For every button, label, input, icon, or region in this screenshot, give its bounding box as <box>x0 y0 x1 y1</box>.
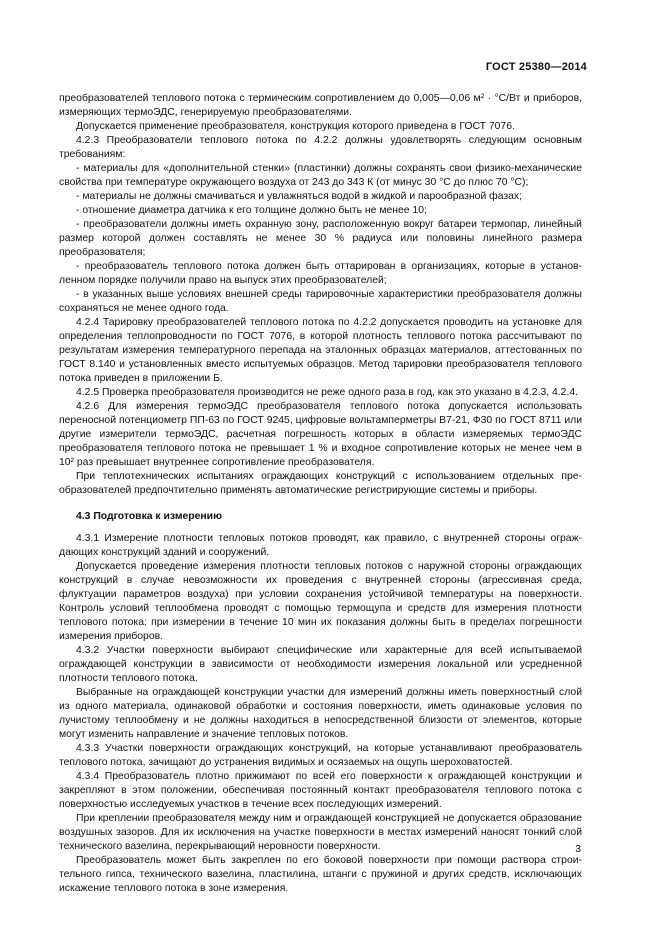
list-item: - материалы для «дополнительной стенки» (пластинки) должны сохранять свои физико-механические свойства при температуре окружающего воздуха от 243 до 343 К (от минус 30 °С до плюс 70 °С); <box>59 163 582 188</box>
paragraph: Преобразователь может быть закреплен по его боковой поверхности при помощи раствора строительного гипса, технического вазелина, пластилина, штанги с пружиной и других средств, исключающих искажение теплового потока в зоне измерения. <box>59 855 582 894</box>
paragraph: Выбранные на ограждающей конструкции участки для измерений должны иметь поверхностный слой из одного материала, одинаковой обработки и состояния поверхности, иметь одинаковые условия по лучистому теплообмену и не должны находиться в непосредственной близости от элементов, которые могут изменить направление и значение тепловых потоков. <box>59 687 582 740</box>
document-header <box>486 60 587 74</box>
paragraph: 4.2.5 Проверка преобразователя производится не реже одного раза в год, как это указано в 4.2.3, 4.2.4. <box>76 387 579 398</box>
paragraph: 4.3.4 Преобразователь плотно прижимают по всей его поверхности к ограждающей конструкции и закрепляют в этом положении, обеспечивая постоянный контакт преобразователя теплового потока с поверхностью исследуемых участков в течение всех последующих измерений. <box>59 771 582 810</box>
paragraph: 4.2.4 Тарировку преобразователей теплового потока по 4.2.2 допускается проводить на установке для определения теплопроводности по ГОСТ 7076, в которой плотность теплового потока рассчитывают по результатам измерения температурного перепада на эталонных образцах материалов, аттестованных по ГОСТ 8.140 и установленных вместо испытуемых образцов. Метод тарировки преобразователя теплового потока приведен в приложении Б. <box>59 317 582 384</box>
list-item: - материалы не должны смачиваться и увлажняться водой в жидкой и парообразной фазах; <box>76 191 522 202</box>
paragraph: 4.2.6 Для измерения термоЭДС преобразователя теплового потока допускается использовать переносной потенциометр ПП-63 по ГОСТ 9245, цифровые вольтамперметры В7-21, Ф30 по ГОСТ 8711 или другие измерители термоЭДС, расчетная погрешность которых в области измеряемых термоЭДС преобразователя теплового потока не превышает 1 % и входное сопротивление которых не менее чем в 10² раз превышает внутреннее сопротивление преобразователя. <box>59 401 582 468</box>
document-body <box>59 92 582 896</box>
paragraph: Допускается проведение измерения плотности тепловых потоков с наружной стороны ограждающих конструкций в случае невозможности их проведения с внутренней стороны (агрессивная среда, флуктуации параметров воздуха) при условии сохранения устойчивой температуры на поверхности. Контроль условий теплообмена проводят с помощью термощупа и средств для измерения плотности теплового потока: при измерении в течение 10 мин их показания должны быть в пределах погрешности измерения приборов. <box>59 561 582 642</box>
paragraph: При креплении преобразователя между ним и ограждающей конструкцией не допускается образование воздушных зазоров. Для их исключения на участке поверхности в местах измерений наносят тонкий слой технического вазелина, перекрывающий неровности поверхности. <box>59 813 582 852</box>
paragraph: преобразователей теплового потока с термическим сопротивлением до 0,005—0,06 м² · °С/Вт и приборов, измеряющих термоЭДС, генерируемую преобразователями. <box>59 93 582 118</box>
list-item: - отношение диаметра датчика к его толщине должно быть не менее 10; <box>76 205 427 216</box>
list-item: - преобразователь теплового потока должен быть оттарирован в организациях, которые в установленном порядке получили право на выпуск этих преобразователей; <box>59 261 582 286</box>
paragraph: Допускается применение преобразователя, конструкция которого приведена в ГОСТ 7076. <box>76 121 515 132</box>
paragraph: 4.3.3 Участки поверхности ограждающих конструкций, на которые устанавливают преобразователь теплового потока, зачищают до устранения видимых и осязаемых на ощупь шероховатостей. <box>59 743 582 768</box>
list-item: - преобразователи должны иметь охранную зону, расположенную вокруг батареи термопар, линейный размер которой должен составлять не менее 30 % радиуса или половины линейного размера преобразователя; <box>59 219 582 258</box>
paragraph: 4.3.1 Измерение плотности тепловых потоков проводят, как правило, с внутренней стороны ограждающих конструкций зданий и сооружений. <box>59 533 582 558</box>
paragraph: 4.2.3 Преобразователи теплового потока по 4.2.2 должны удовлетворять следующим основным требованиям: <box>59 135 582 160</box>
section-title: 4.3 Подготовка к измерению <box>76 511 222 522</box>
paragraph: При теплотехнических испытаниях ограждающих конструкций с использованием отдельных преобразователей предпочтительно применять автоматические регистрирующие системы и приборы. <box>59 471 582 496</box>
standard-id: ГОСТ 25380—2014 <box>485 61 587 73</box>
list-item: - в указанных выше условиях внешней среды тарировочные характеристики преобразователя должны сохраняться не менее одного года. <box>59 289 582 314</box>
page-number: 3 <box>575 844 581 855</box>
paragraph: 4.3.2 Участки поверхности выбирают специфические или характерные для всей испытываемой ограждающей конструкции в зависимости от необходимости измерения локальной или усредненной плотности теплового потока. <box>59 645 582 684</box>
